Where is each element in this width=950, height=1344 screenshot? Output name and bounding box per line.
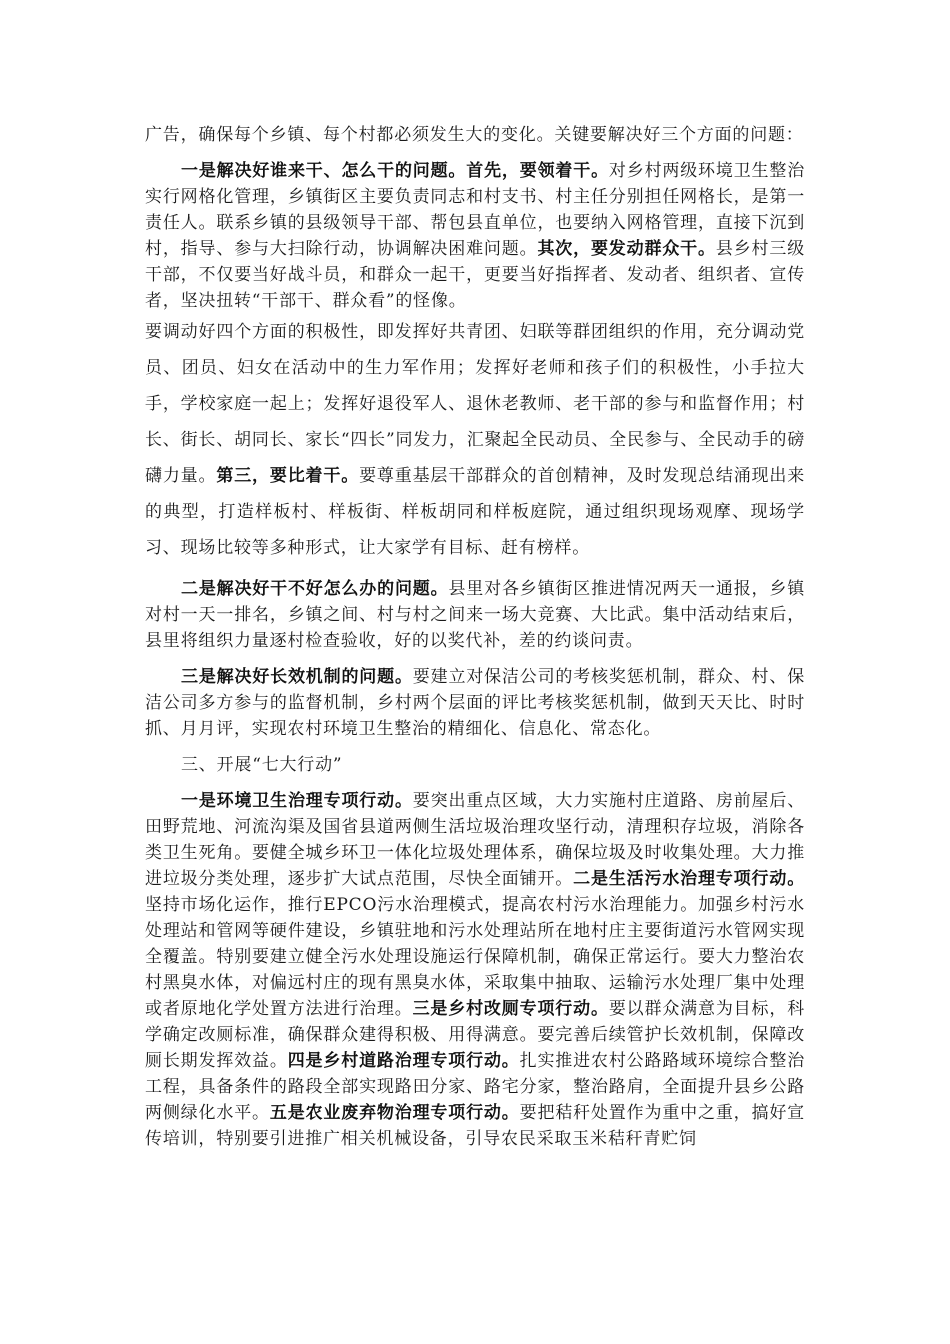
paragraph-text: 要尊重基层干部群众的首创精神，及时发现总结涌现出来的典型，打造样板村、样板街、样板胡同和样板庭院，通过组织现场观摩、现场学习、现场比较等多种形式，让大家学有目标、赶有榜样。 bbox=[145, 466, 806, 558]
paragraph-text: 要建立对保洁公司的考核奖惩机制，群众、村、保洁公司多方参与的监督机制，乡村两个层面的评比考核奖惩机制，做到天天比、时时抓、月月评，实现农村环境卫生整治的精细化、信息化、常态化。 bbox=[145, 667, 805, 739]
paragraph-long-term-mechanism bbox=[145, 664, 805, 742]
paragraph-text: 要调动好四个方面的积极性，即发挥好共青团、妇联等群团组织的作用，充分调动党员、团员、妇女在活动中的生力军作用；发挥好老师和孩子们的积极性，小手拉大手，学校家庭一起上；发挥好退役军人、退休老教师、老干部的参与和监督作用；村长、街长、胡同长、家长“四长”同发力，汇聚起全民动员、全民参与、全民动手的磅礴力量。 bbox=[145, 322, 805, 486]
paragraph-text: 扎实推进农村公路路域环境综合整治工程，具备条件的路段全部实现路田分家、路宅分家，整治路肩，全面提升县乡公路两侧绿化水平。 bbox=[145, 1051, 805, 1123]
document-page bbox=[145, 122, 805, 1152]
paragraph-who-does bbox=[145, 158, 805, 314]
bold-lead: 四是乡村道路治理专项行动。 bbox=[287, 1051, 520, 1071]
bold-lead: 二是解决好干不好怎么办的问题。 bbox=[181, 579, 449, 599]
paragraph-text: 要突出重点区域，大力实施村庄道路、房前屋后、田野荒地、河流沟渠及国省县道两侧生活垃圾治理攻坚行动，清理积存垃圾，消除各类卫生死角。要健全城乡环卫一体化垃圾处理体系，确保垃圾及时收集处理。大力推进垃圾分类处理，逐步扩大试点范围，尽快全面铺开。 bbox=[145, 791, 805, 889]
bold-lead: 其次，要发动群众干。 bbox=[537, 239, 716, 259]
bold-lead: 一是环境卫生治理专项行动。 bbox=[181, 791, 413, 811]
paragraph-text: 坚持市场化运作，推行EPCO污水治理模式，提高农村污水治理能力。加强乡村污水处理站和管网等硬件建设，乡镇驻地和污水处理站所在地村庄主要街道污水管网实现全覆盖。特别要建立健全污水处理设施运行保障机制，确保正常运行。要大力整治农村黑臭水体，对偏远村庄的现有黑臭水体，采取集中抽取、运输污水处理厂集中处理或者原地化学处置方法进行治理。 bbox=[145, 895, 805, 1019]
paragraph-seven-actions bbox=[145, 788, 805, 1152]
bold-lead: 首先，要领着干。 bbox=[466, 161, 609, 181]
paragraph-text: 对乡村两级环境卫生整治实行网格化管理，乡镇街区主要负责同志和村支书、村主任分别担任网格长，是第一责任人。联系乡镇的县级领导干部、帮包县直单位，也要纳入网格管理，直接下沉到村，指导、参与大扫除行动，协调解决困难问题。 bbox=[145, 161, 805, 259]
section-heading bbox=[145, 752, 805, 778]
paragraph-text: 要以群众满意为目标，科学确定改厕标准，确保群众建得积极、用得满意。要完善后续管护长效机制，保障改厕长期发挥效益。 bbox=[145, 999, 805, 1071]
bold-lead: 第三，要比着干。 bbox=[216, 466, 360, 486]
paragraph-text: 县乡村三级干部，不仅要当好战斗员，和群众一起干，更要当好指挥者、发动者、组织者、宣传者，坚决扭转“干部干、群众看”的怪像。 bbox=[145, 239, 805, 311]
bold-lead: 一是解决好谁来干、怎么干的问题。 bbox=[181, 161, 467, 181]
bold-lead: 五是农业废弃物治理专项行动。 bbox=[269, 1103, 520, 1123]
paragraph-text: 县里对各乡镇街区推进情况两天一通报，乡镇对村一天一排名，乡镇之间、村与村之间来一场大竞赛、大比武。集中活动结束后，县里将组织力量逐村检查验收，好的以奖代补，差的约谈问责。 bbox=[145, 579, 806, 651]
paragraph-text: 广告，确保每个乡镇、每个村都必须发生大的变化。关键要解决好三个方面的问题： bbox=[145, 125, 804, 145]
paragraph-text: 要把秸秆处置作为重中之重，搞好宣传培训，特别要引进推广相关机械设备，引导农民采取玉米秸秆青贮饲 bbox=[145, 1103, 805, 1149]
heading-text: 三、开展“七大行动” bbox=[181, 755, 343, 775]
bold-lead: 三是解决好长效机制的问题。 bbox=[181, 667, 413, 687]
paragraph-not-done-well bbox=[145, 576, 805, 654]
bold-lead: 二是生活污水治理专项行动。 bbox=[573, 869, 806, 889]
paragraph-mobilize bbox=[145, 314, 805, 566]
bold-lead: 三是乡村改厕专项行动。 bbox=[412, 999, 609, 1019]
paragraph-intro bbox=[145, 122, 805, 148]
